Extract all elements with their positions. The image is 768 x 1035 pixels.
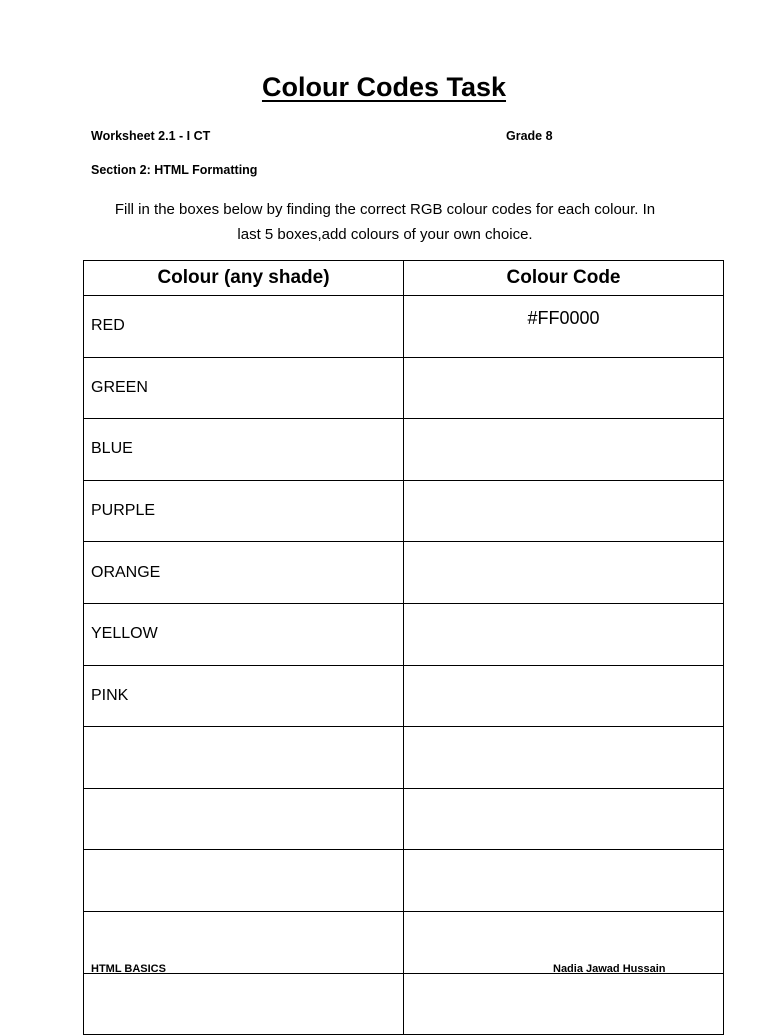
colour-name-cell[interactable]: PINK — [84, 665, 404, 727]
colour-name-cell[interactable]: BLUE — [84, 419, 404, 481]
section-label: Section 2: HTML Formatting — [91, 163, 258, 177]
colour-code-cell[interactable] — [404, 973, 724, 1035]
table-row — [84, 727, 724, 789]
instructions-line-1: Fill in the boxes below by finding the correct RGB colour codes for each colour. In — [114, 201, 656, 218]
table-row — [84, 480, 724, 542]
colour-code-cell[interactable] — [404, 603, 724, 665]
grade-label: Grade 8 — [506, 129, 553, 143]
table-row — [84, 357, 724, 419]
table-row — [84, 665, 724, 727]
colour-name-cell[interactable]: ORANGE — [84, 542, 404, 604]
worksheet-label: Worksheet 2.1 - I CT — [91, 129, 211, 143]
colour-name-cell[interactable] — [84, 727, 404, 789]
table-row — [84, 542, 724, 604]
colour-code-cell[interactable] — [404, 419, 724, 481]
table-row — [84, 603, 724, 665]
colour-code-cell[interactable] — [404, 357, 724, 419]
colour-code-cell[interactable]: #FF0000 — [404, 296, 724, 358]
colour-name-cell[interactable]: GREEN — [84, 357, 404, 419]
colour-code-cell[interactable] — [404, 850, 724, 912]
header-colour: Colour (any shade) — [84, 261, 404, 296]
footer-course: HTML BASICS — [91, 963, 166, 975]
table-header-row — [84, 261, 724, 296]
colour-code-cell[interactable] — [404, 480, 724, 542]
colour-code-cell[interactable] — [404, 665, 724, 727]
table-row — [84, 296, 724, 358]
table-row — [84, 419, 724, 481]
colour-name-cell[interactable] — [84, 973, 404, 1035]
table-row — [84, 788, 724, 850]
colour-name-cell[interactable]: YELLOW — [84, 603, 404, 665]
page-title: Colour Codes Task — [261, 72, 507, 102]
table-row — [84, 973, 724, 1035]
table-row — [84, 850, 724, 912]
header-colour-code: Colour Code — [404, 261, 724, 296]
colour-name-cell[interactable] — [84, 788, 404, 850]
colour-code-cell[interactable] — [404, 788, 724, 850]
colour-codes-table — [83, 260, 724, 1035]
footer-author: Nadia Jawad Hussain — [553, 963, 666, 975]
colour-name-cell[interactable]: PURPLE — [84, 480, 404, 542]
colour-name-cell[interactable] — [84, 850, 404, 912]
instructions — [80, 197, 690, 247]
colour-name-cell[interactable]: RED — [84, 296, 404, 358]
colour-code-cell[interactable] — [404, 542, 724, 604]
colour-code-cell[interactable] — [404, 727, 724, 789]
instructions-line-2: last 5 boxes,add colours of your own choice. — [237, 226, 533, 243]
